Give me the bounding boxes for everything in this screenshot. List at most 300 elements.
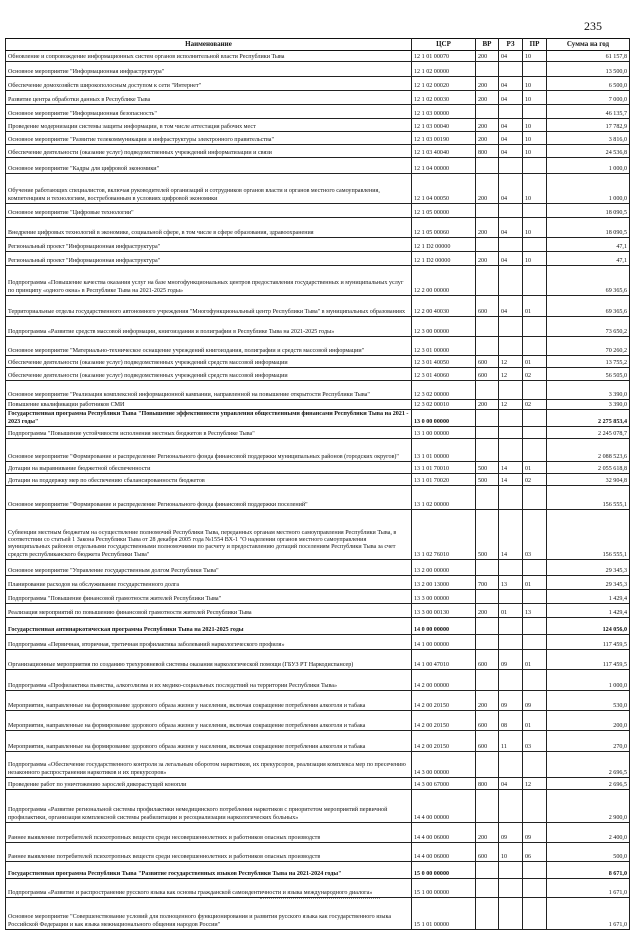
- row-rz-cell: 09: [499, 650, 523, 670]
- row-pr-cell: [523, 790, 547, 823]
- row-sum-cell: 1 671,0: [547, 898, 630, 930]
- row-rz-cell: 01: [499, 604, 523, 618]
- row-sum-cell: 2 400,0: [547, 823, 630, 843]
- table-row: [6, 238, 630, 252]
- row-sum-cell: 1 429,4: [547, 604, 630, 618]
- row-name-cell: Обучение работающих специалистов, включая руководителей организаций и сотрудников органов власти и органов местного самоуправления, компетенциям и технологиям, востребованным в условиях цифровой экономики: [6, 174, 412, 204]
- row-name-cell: Реализация мероприятий по повышению финансовой грамотности жителей Республики Тыва: [6, 604, 412, 618]
- row-code-cell: 12 2 00 00000: [412, 266, 476, 296]
- row-sum-cell: 2 245 078,7: [547, 427, 630, 439]
- table-row: [6, 670, 630, 691]
- header-code: ЦСР: [412, 39, 476, 51]
- row-pr-cell: [523, 105, 547, 119]
- row-pr-cell: 10: [523, 119, 547, 132]
- row-vr-cell: 500: [476, 510, 499, 560]
- row-vr-cell: 500: [476, 474, 499, 486]
- row-code-cell: 15 1 00 00000: [412, 879, 476, 898]
- row-code-cell: 13 0 00 00000: [412, 410, 476, 427]
- table-header-row: [6, 39, 630, 51]
- row-name-cell: Подпрограмма «Развитие средств массовой информации, книгоиздания и полиграфии в Республике Тыва на 2021-2025 годы»: [6, 317, 412, 337]
- row-rz-cell: 14: [499, 510, 523, 560]
- row-code-cell: 13 1 01 00000: [412, 439, 476, 462]
- table-row: [6, 691, 630, 711]
- row-sum-cell: 1 000,0: [547, 174, 630, 204]
- row-vr-cell: 600: [476, 731, 499, 752]
- row-vr-cell: [476, 618, 499, 635]
- row-sum-cell: 270,0: [547, 731, 630, 752]
- row-sum-cell: 500,0: [547, 843, 630, 862]
- row-vr-cell: 600: [476, 711, 499, 731]
- table-row: [6, 317, 630, 337]
- row-code-cell: 12 1 03 00040: [412, 119, 476, 132]
- row-sum-cell: 156 555,1: [547, 510, 630, 560]
- row-vr-cell: [476, 752, 499, 778]
- row-code-cell: 12 1 02 00000: [412, 62, 476, 77]
- row-name-cell: Основное мероприятие "Кадры для цифровой экономики": [6, 158, 412, 174]
- row-rz-cell: [499, 381, 523, 400]
- row-sum-cell: 29 345,3: [547, 560, 630, 576]
- row-name-cell: Территориальные отделы государственного автономного учреждения "Многофункциональный центр Республики Тыва" в муниципальных образованиях: [6, 296, 412, 317]
- row-vr-cell: [476, 317, 499, 337]
- table-row: [6, 427, 630, 439]
- table-row: [6, 462, 630, 474]
- row-rz-cell: [499, 238, 523, 252]
- row-vr-cell: 600: [476, 296, 499, 317]
- table-row: [6, 576, 630, 590]
- table-row: [6, 218, 630, 238]
- row-name-cell: Государственная антинаркотическая программа Республики Тыва на 2021-2025 годы: [6, 618, 412, 635]
- table-row: [6, 381, 630, 400]
- row-sum-cell: 1 429,4: [547, 590, 630, 604]
- row-rz-cell: [499, 337, 523, 356]
- row-sum-cell: 69 365,6: [547, 296, 630, 317]
- table-row: [6, 778, 630, 790]
- row-rz-cell: 10: [499, 843, 523, 862]
- table-row: [6, 843, 630, 862]
- table-row: [6, 62, 630, 77]
- row-sum-cell: 3 390,0: [547, 400, 630, 410]
- row-rz-cell: 04: [499, 119, 523, 132]
- row-vr-cell: 200: [476, 400, 499, 410]
- row-rz-cell: 04: [499, 132, 523, 145]
- row-vr-cell: [476, 238, 499, 252]
- row-name-cell: Государственная программа Республики Тыва "Развитие государственных языков Республики Тыва на 2021-2024 годы": [6, 862, 412, 879]
- row-rz-cell: [499, 105, 523, 119]
- row-pr-cell: [523, 238, 547, 252]
- row-code-cell: 13 1 00 00000: [412, 427, 476, 439]
- row-name-cell: Подпрограмма «Развитие и распространение русского языка как основы гражданской самоидентичности и языка международного диалога»: [6, 879, 412, 898]
- row-pr-cell: [523, 381, 547, 400]
- row-code-cell: 12 3 02 00000: [412, 381, 476, 400]
- row-sum-cell: 530,0: [547, 691, 630, 711]
- row-rz-cell: [499, 862, 523, 879]
- row-pr-cell: [523, 317, 547, 337]
- row-name-cell: Раннее выявление потребителей психотропных веществ среди несовершеннолетних и работников опасных производств: [6, 843, 412, 862]
- row-vr-cell: 200: [476, 119, 499, 132]
- row-name-cell: Подпрограмма «Обеспечение государственного контроля за легальным оборотом наркотиков, их прекурсоров, реализация комплекса мер по пресечению незаконного распространения наркотиков и их прекурсоров»: [6, 752, 412, 778]
- row-pr-cell: 01: [523, 650, 547, 670]
- header-vr: ВР: [476, 39, 499, 51]
- row-code-cell: 12 1 05 00060: [412, 218, 476, 238]
- row-rz-cell: [499, 439, 523, 462]
- row-pr-cell: 01: [523, 711, 547, 731]
- row-pr-cell: 10: [523, 145, 547, 158]
- row-code-cell: 14 0 00 00000: [412, 618, 476, 635]
- row-code-cell: 14 2 00 20150: [412, 691, 476, 711]
- row-code-cell: 14 4 00 06000: [412, 843, 476, 862]
- row-vr-cell: 800: [476, 145, 499, 158]
- row-pr-cell: [523, 898, 547, 930]
- table-row: [6, 296, 630, 317]
- row-vr-cell: [476, 204, 499, 218]
- row-sum-cell: 32 904,8: [547, 474, 630, 486]
- row-sum-cell: 3 390,0: [547, 381, 630, 400]
- table-row: [6, 752, 630, 778]
- row-sum-cell: 1 000,0: [547, 158, 630, 174]
- row-name-cell: Основное мероприятие "Цифровые технологии": [6, 204, 412, 218]
- header-sum: Сумма на год: [547, 39, 630, 51]
- row-vr-cell: [476, 105, 499, 119]
- table-row: [6, 590, 630, 604]
- row-sum-cell: 7 000,0: [547, 91, 630, 105]
- row-vr-cell: 600: [476, 356, 499, 368]
- header-rz: РЗ: [499, 39, 523, 51]
- row-code-cell: 14 1 00 47010: [412, 650, 476, 670]
- row-rz-cell: [499, 790, 523, 823]
- row-sum-cell: 24 536,8: [547, 145, 630, 158]
- row-rz-cell: [499, 618, 523, 635]
- row-pr-cell: [523, 862, 547, 879]
- row-code-cell: 12 3 01 40060: [412, 368, 476, 381]
- header-name: Наименование: [6, 39, 412, 51]
- row-name-cell: Подпрограмма «Профилактика пьянства, алкоголизма и их медико-социальных последствий на территории Республики Тыва»: [6, 670, 412, 691]
- row-sum-cell: 156 555,1: [547, 486, 630, 510]
- row-sum-cell: 1 671,0: [547, 879, 630, 898]
- row-vr-cell: 200: [476, 218, 499, 238]
- row-sum-cell: 18 090,5: [547, 204, 630, 218]
- row-rz-cell: [499, 560, 523, 576]
- row-sum-cell: 47,1: [547, 238, 630, 252]
- table-row: [6, 158, 630, 174]
- table-row: [6, 731, 630, 752]
- row-name-cell: Подпрограмма «Повышение качества оказания услуг на базе многофункциональных центров предоставления государственных и муниципальных услуг по принципу «одного окна» в Республике Тыва на 2021-2025 годы»: [6, 266, 412, 296]
- row-pr-cell: 10: [523, 132, 547, 145]
- row-code-cell: 15 0 00 00000: [412, 862, 476, 879]
- row-vr-cell: [476, 427, 499, 439]
- row-name-cell: Обеспечение деятельности (оказание услуг) подведомственных учреждений средств массовой информации: [6, 356, 412, 368]
- table-body: [6, 51, 630, 930]
- row-sum-cell: 47,1: [547, 252, 630, 266]
- row-vr-cell: 200: [476, 691, 499, 711]
- row-rz-cell: [499, 879, 523, 898]
- row-pr-cell: 10: [523, 91, 547, 105]
- row-name-cell: Подпрограмма "Повышение финансовой грамотности жителей Республики Тыва": [6, 590, 412, 604]
- row-pr-cell: [523, 337, 547, 356]
- row-rz-cell: 04: [499, 174, 523, 204]
- row-vr-cell: 200: [476, 604, 499, 618]
- row-name-cell: Повышение квалификации работников СМИ: [6, 400, 412, 410]
- row-sum-cell: 61 157,8: [547, 51, 630, 62]
- row-rz-cell: 09: [499, 691, 523, 711]
- row-vr-cell: [476, 790, 499, 823]
- row-pr-cell: [523, 752, 547, 778]
- row-name-cell: Основное мероприятие "Информационная инфраструктура": [6, 62, 412, 77]
- row-sum-cell: 2 088 523,6: [547, 439, 630, 462]
- row-pr-cell: 10: [523, 252, 547, 266]
- header-pr: ПР: [523, 39, 547, 51]
- row-vr-cell: [476, 635, 499, 650]
- row-vr-cell: 200: [476, 823, 499, 843]
- row-name-cell: Основное мероприятие "Реализация комплексной информационной кампании, направленной на повышение открытости Республики Тыва": [6, 381, 412, 400]
- row-vr-cell: 600: [476, 368, 499, 381]
- row-code-cell: 13 1 02 76010: [412, 510, 476, 560]
- row-vr-cell: [476, 266, 499, 296]
- row-name-cell: Подпрограмма «Развитие региональной системы профилактики немедицинского потребления наркотиков с приоритетом мероприятий первичной профилактики, организация комплексной системы реабилитации и ресоциализации наркологических больных»: [6, 790, 412, 823]
- row-name-cell: Организационные мероприятия по созданию трехуровневой системы оказания наркологической помощи (ГБУЗ РТ Наркодиспансер): [6, 650, 412, 670]
- row-code-cell: 14 3 00 00000: [412, 752, 476, 778]
- row-rz-cell: 08: [499, 711, 523, 731]
- row-vr-cell: [476, 381, 499, 400]
- row-name-cell: Раннее выявление потребителей психотропных веществ среди несовершеннолетних и работников опасных производств: [6, 823, 412, 843]
- row-pr-cell: 09: [523, 691, 547, 711]
- row-name-cell: Мероприятия, направленные на формирование здорового образа жизни у населения, включая сокращение потребления алкоголя и табака: [6, 711, 412, 731]
- row-name-cell: Региональный проект "Информационная инфраструктура": [6, 252, 412, 266]
- row-rz-cell: 14: [499, 474, 523, 486]
- row-pr-cell: 09: [523, 823, 547, 843]
- row-pr-cell: 10: [523, 77, 547, 91]
- table-row: [6, 105, 630, 119]
- table-row: [6, 879, 630, 898]
- row-code-cell: 14 2 00 20150: [412, 731, 476, 752]
- row-name-cell: Проведение модернизации системы защиты информации, в том числе аттестация рабочих мест: [6, 119, 412, 132]
- table-row: [6, 486, 630, 510]
- row-pr-cell: [523, 635, 547, 650]
- row-vr-cell: 600: [476, 843, 499, 862]
- row-rz-cell: 11: [499, 731, 523, 752]
- row-vr-cell: 200: [476, 77, 499, 91]
- table-row: [6, 356, 630, 368]
- row-name-cell: Основное мероприятие "Формирование и распределение Регионального фонда финансовой поддержки муниципальных районов (городских округов)": [6, 439, 412, 462]
- row-sum-cell: 29 345,3: [547, 576, 630, 590]
- row-pr-cell: 01: [523, 576, 547, 590]
- row-name-cell: Основное мероприятие "Материально-техническое оснащение учреждений книгоиздания, полиграфии и средств массовой информации": [6, 337, 412, 356]
- row-name-cell: Внедрение цифровых технологий в экономике, социальной сфере, в том числе в сфере образования, здравоохранения: [6, 218, 412, 238]
- table-row: [6, 510, 630, 560]
- row-code-cell: 14 2 00 00000: [412, 670, 476, 691]
- row-pr-cell: [523, 62, 547, 77]
- row-rz-cell: 04: [499, 296, 523, 317]
- table-row: [6, 862, 630, 879]
- page-number: 235: [584, 19, 602, 33]
- row-rz-cell: [499, 670, 523, 691]
- row-name-cell: Основное мероприятие "Информационная безопасность": [6, 105, 412, 119]
- row-name-cell: Основное мероприятие "Управление государственным долгом Республики Тыва": [6, 560, 412, 576]
- row-sum-cell: 13 755,2: [547, 356, 630, 368]
- row-rz-cell: 04: [499, 51, 523, 62]
- row-pr-cell: 02: [523, 474, 547, 486]
- row-vr-cell: [476, 439, 499, 462]
- row-code-cell: 12 1 04 00000: [412, 158, 476, 174]
- row-rz-cell: 12: [499, 368, 523, 381]
- row-name-cell: Мероприятия, направленные на формирование здорового образа жизни у населения, включая сокращение потребления алкоголя и табака: [6, 691, 412, 711]
- row-code-cell: 12 1 D2 00000: [412, 238, 476, 252]
- row-code-cell: 12 1 05 00000: [412, 204, 476, 218]
- row-rz-cell: 12: [499, 400, 523, 410]
- row-rz-cell: [499, 317, 523, 337]
- row-vr-cell: 200: [476, 174, 499, 204]
- row-rz-cell: 04: [499, 218, 523, 238]
- table-row: [6, 132, 630, 145]
- row-code-cell: 12 1 04 00050: [412, 174, 476, 204]
- row-vr-cell: [476, 337, 499, 356]
- row-rz-cell: 13: [499, 576, 523, 590]
- row-code-cell: 12 1 02 00020: [412, 77, 476, 91]
- row-code-cell: 12 3 01 40050: [412, 356, 476, 368]
- row-rz-cell: [499, 158, 523, 174]
- row-sum-cell: 73 650,2: [547, 317, 630, 337]
- row-rz-cell: 04: [499, 252, 523, 266]
- row-rz-cell: 12: [499, 356, 523, 368]
- table-row: [6, 560, 630, 576]
- row-rz-cell: [499, 204, 523, 218]
- row-name-cell: Подпрограмма «Первичная, вторичная, третичная профилактика заболеваний наркологического профиля»: [6, 635, 412, 650]
- row-vr-cell: 200: [476, 132, 499, 145]
- row-vr-cell: [476, 879, 499, 898]
- row-code-cell: 12 1 D2 00000: [412, 252, 476, 266]
- row-code-cell: 12 3 01 00000: [412, 337, 476, 356]
- row-sum-cell: 69 365,6: [547, 266, 630, 296]
- row-rz-cell: 09: [499, 823, 523, 843]
- row-name-cell: Обеспечение деятельности (оказание услуг) подведомственных учреждений средств массовой информации: [6, 368, 412, 381]
- row-name-cell: Обеспечение домохозяйств широкополосным доступом к сети "Интернет": [6, 77, 412, 91]
- table-row: [6, 823, 630, 843]
- row-vr-cell: 200: [476, 51, 499, 62]
- row-name-cell: Мероприятия, направленные на формирование здорового образа жизни у населения, включая сокращение потребления алкоголя и табака: [6, 731, 412, 752]
- row-sum-cell: 6 500,0: [547, 77, 630, 91]
- table-row: [6, 410, 630, 427]
- row-name-cell: Дотации на поддержку мер по обеспечению сбалансированности бюджетов: [6, 474, 412, 486]
- row-sum-cell: 117 459,5: [547, 635, 630, 650]
- row-pr-cell: [523, 204, 547, 218]
- table-row: [6, 604, 630, 618]
- row-code-cell: 12 3 00 00000: [412, 317, 476, 337]
- row-code-cell: 12 1 03 00190: [412, 132, 476, 145]
- row-sum-cell: 70 260,2: [547, 337, 630, 356]
- table-row: [6, 91, 630, 105]
- row-pr-cell: [523, 618, 547, 635]
- table-row: [6, 266, 630, 296]
- row-vr-cell: 500: [476, 462, 499, 474]
- row-name-cell: Основное мероприятие "Развитие телекоммуникации и инфраструктуры электронного правительства": [6, 132, 412, 145]
- table-row: [6, 400, 630, 410]
- table-row: [6, 119, 630, 132]
- table-row: [6, 898, 630, 930]
- row-pr-cell: [523, 439, 547, 462]
- table-row: [6, 439, 630, 462]
- row-sum-cell: 2 696,5: [547, 778, 630, 790]
- table-row: [6, 174, 630, 204]
- row-rz-cell: [499, 266, 523, 296]
- row-pr-cell: 02: [523, 368, 547, 381]
- row-sum-cell: 13 500,0: [547, 62, 630, 77]
- row-code-cell: 12 3 02 00010: [412, 400, 476, 410]
- row-pr-cell: 01: [523, 296, 547, 317]
- row-vr-cell: 200: [476, 91, 499, 105]
- row-code-cell: 14 1 00 00000: [412, 635, 476, 650]
- row-rz-cell: 14: [499, 462, 523, 474]
- row-code-cell: 13 2 00 00000: [412, 560, 476, 576]
- table-row: [6, 51, 630, 62]
- row-code-cell: 13 1 02 00000: [412, 486, 476, 510]
- row-code-cell: 15 1 01 00000: [412, 898, 476, 930]
- row-sum-cell: 8 671,0: [547, 862, 630, 879]
- row-sum-cell: 2 275 853,4: [547, 410, 630, 427]
- row-pr-cell: 02: [523, 400, 547, 410]
- row-sum-cell: 3 816,0: [547, 132, 630, 145]
- row-pr-cell: [523, 427, 547, 439]
- row-vr-cell: [476, 486, 499, 510]
- table-row: [6, 145, 630, 158]
- row-rz-cell: [499, 590, 523, 604]
- row-code-cell: 12 1 03 00000: [412, 105, 476, 119]
- row-code-cell: 14 3 00 67000: [412, 778, 476, 790]
- row-sum-cell: 18 090,5: [547, 218, 630, 238]
- table-row: [6, 77, 630, 91]
- row-sum-cell: 124 056,0: [547, 618, 630, 635]
- row-vr-cell: [476, 158, 499, 174]
- row-name-cell: Планирование расходов на обслуживание государственного долга: [6, 576, 412, 590]
- table-row: [6, 711, 630, 731]
- row-sum-cell: 17 782,9: [547, 119, 630, 132]
- row-name-cell: Обновление и сопровождение информационных систем органов исполнительной власти Республики Тыва: [6, 51, 412, 62]
- row-rz-cell: [499, 635, 523, 650]
- row-rz-cell: 04: [499, 77, 523, 91]
- row-code-cell: 12 2 00 40030: [412, 296, 476, 317]
- row-pr-cell: 13: [523, 604, 547, 618]
- row-rz-cell: 04: [499, 91, 523, 105]
- row-pr-cell: 10: [523, 174, 547, 204]
- row-sum-cell: 2 900,0: [547, 790, 630, 823]
- row-code-cell: 14 4 00 00000: [412, 790, 476, 823]
- table-row: [6, 618, 630, 635]
- row-pr-cell: 03: [523, 731, 547, 752]
- row-vr-cell: [476, 670, 499, 691]
- table-row: [6, 650, 630, 670]
- row-code-cell: 13 2 00 13000: [412, 576, 476, 590]
- row-pr-cell: 10: [523, 51, 547, 62]
- row-rz-cell: [499, 752, 523, 778]
- row-rz-cell: [499, 486, 523, 510]
- row-name-cell: Развитие центра обработки данных в Республике Тыва: [6, 91, 412, 105]
- row-name-cell: Субвенции местным бюджетам на осуществление полномочий Республики Тыва, переданных органам местного самоуправления Республики Тыва, в соответствии со статьей 1 Закона Республики Тыва от 28 декабря 2005 года №1554 ВХ-1 "О наделении органов местного самоуправления муниципальных районов отдельными государственными полномочиями по расчету и предоставлению дотаций поселениям Республики Тыва за счет средств республиканского бюджета Республики Тыва": [6, 510, 412, 560]
- row-sum-cell: 46 135,7: [547, 105, 630, 119]
- row-sum-cell: 2 696,5: [547, 752, 630, 778]
- row-code-cell: 14 4 00 06000: [412, 823, 476, 843]
- table-row: [6, 337, 630, 356]
- budget-table: [5, 38, 630, 930]
- row-rz-cell: 04: [499, 778, 523, 790]
- row-code-cell: 13 3 00 00000: [412, 590, 476, 604]
- row-rz-cell: [499, 427, 523, 439]
- row-pr-cell: 06: [523, 843, 547, 862]
- row-rz-cell: [499, 898, 523, 930]
- row-pr-cell: [523, 158, 547, 174]
- row-code-cell: 14 2 00 20150: [412, 711, 476, 731]
- row-pr-cell: [523, 560, 547, 576]
- row-vr-cell: [476, 62, 499, 77]
- table-row: [6, 204, 630, 218]
- row-pr-cell: 12: [523, 778, 547, 790]
